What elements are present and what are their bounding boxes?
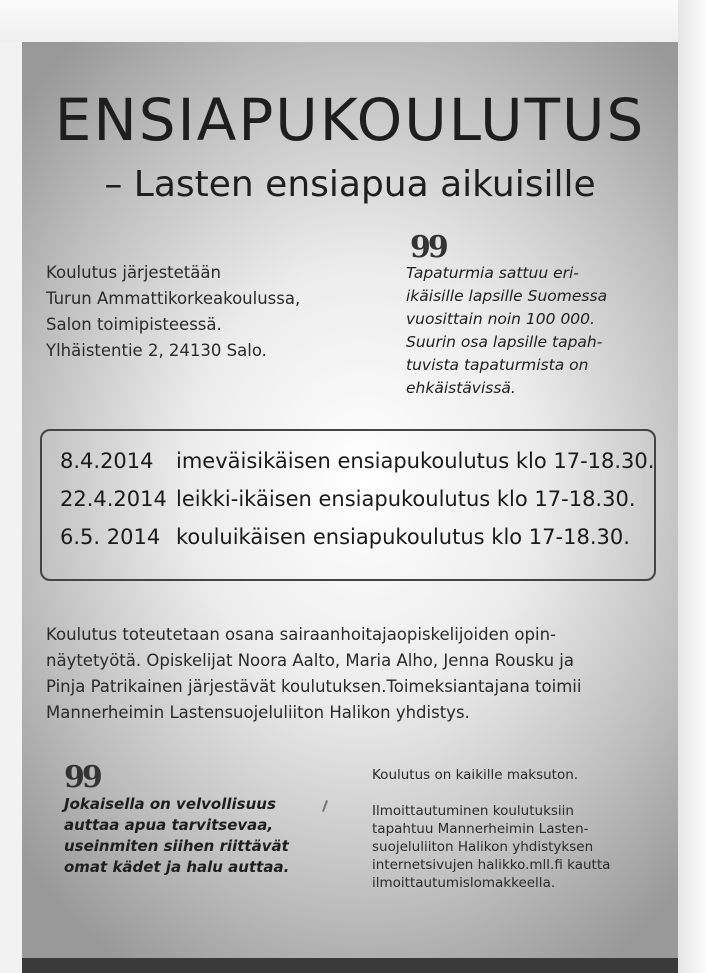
quote-line: Suurin osa lapsille tapah- <box>406 333 603 351</box>
quote-mark-icon: 99 <box>410 230 446 265</box>
poster-title: ENSIAPUKOULUTUS <box>54 86 646 154</box>
venue-line: Salon toimipisteessä. <box>46 315 222 334</box>
paper-edge-right <box>678 0 706 973</box>
body-paragraph <box>46 622 656 726</box>
schedule-date: 8.4.2014 <box>60 449 154 473</box>
body-line: Mannerheimin Lastensuojeluliiton Halikon yhdistys. <box>46 703 470 722</box>
quote-mark-icon: 99 <box>64 760 100 795</box>
quote-line: tuvista tapaturmista on <box>406 356 589 374</box>
free-notice: Koulutus on kaikille maksuton. <box>372 767 579 783</box>
quote-top <box>406 262 666 400</box>
schedule-date: 22.4.2014 <box>60 487 167 511</box>
schedule-desc: leikki-ikäisen ensiapukoulutus klo 17-18.30. <box>176 487 636 511</box>
schedule-desc: imeväisikäisen ensiapukoulutus klo 17-18.30. <box>176 449 655 473</box>
quote-line: useinmiten siihen riittävät <box>64 837 289 855</box>
schedule-desc: kouluikäisen ensiapukoulutus klo 17-18.30. <box>176 525 630 549</box>
quote-line: Tapaturmia sattuu eri- <box>406 264 579 282</box>
info-line: ilmoittautumislomakkeella. <box>372 875 556 891</box>
venue-line: Ylhäistentie 2, 24130 Salo. <box>46 341 267 360</box>
quote-line: omat kädet ja halu auttaa. <box>64 858 290 876</box>
venue-line: Turun Ammattikorkeakoulussa, <box>46 289 301 308</box>
poster-subtitle: – Lasten ensiapua aikuisille <box>104 164 596 205</box>
paper-edge <box>0 0 706 42</box>
info-line: suojeluliiton Halikon yhdistyksen <box>372 839 594 855</box>
quote-bottom <box>64 794 344 878</box>
venue-info <box>46 260 376 364</box>
poster <box>22 42 678 958</box>
schedule-row <box>60 481 636 517</box>
body-line: Koulutus toteutetaan osana sairaanhoitajaopiskelijoiden opin- <box>46 625 556 644</box>
info-line: internetsivujen halikko.mll.fi kautta <box>372 857 611 873</box>
quote-line: ikäisille lapsille Suomessa <box>406 287 608 305</box>
schedule-date: 6.5. 2014 <box>60 525 161 549</box>
schedule-row <box>60 443 654 479</box>
venue-line: Koulutus järjestetään <box>46 263 221 282</box>
info-line: Ilmoittautuminen koulutuksiin <box>372 803 574 819</box>
schedule-row <box>60 519 630 555</box>
body-line: näytetyötä. Opiskelijat Noora Aalto, Maria Alho, Jenna Rousku ja <box>46 651 574 670</box>
registration-info <box>372 766 662 892</box>
quote-line: auttaa apua tarvitsevaa, <box>64 816 274 834</box>
bottom-bar <box>22 958 678 973</box>
schedule-box <box>40 429 656 581</box>
quote-line: ehkäistävissä. <box>406 379 516 397</box>
info-line: tapahtuu Mannerheimin Lasten- <box>372 821 589 837</box>
quote-line: vuosittain noin 100 000. <box>406 310 595 328</box>
body-line: Pinja Patrikainen järjestävät koulutuksen.Toimeksiantajana toimii <box>46 677 582 696</box>
quote-line: Jokaisella on velvollisuus <box>64 795 276 813</box>
